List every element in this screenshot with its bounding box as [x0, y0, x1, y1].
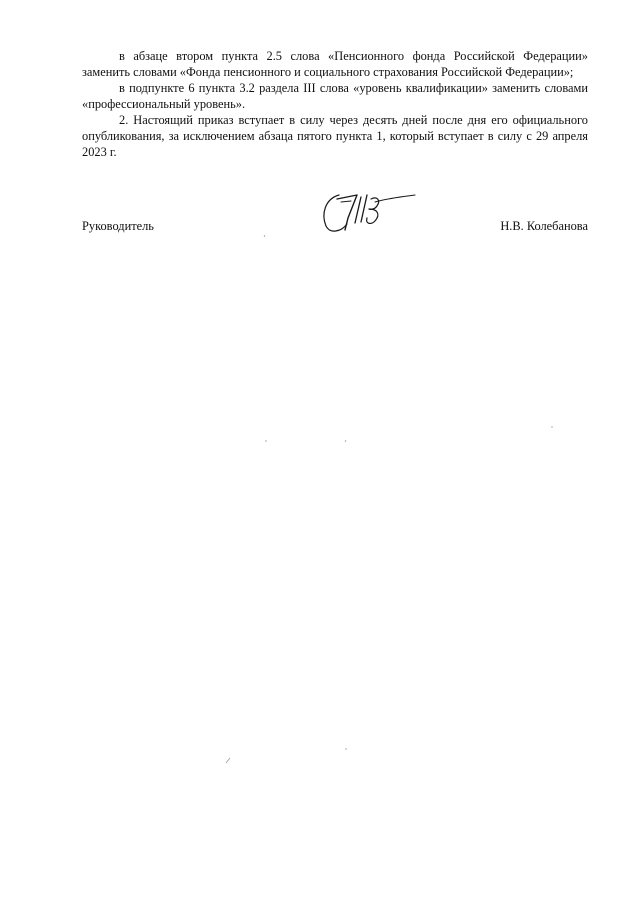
signer-title: Руководитель — [82, 219, 154, 233]
signature-block — [82, 190, 588, 240]
handwritten-signature — [317, 190, 427, 235]
signer-name: Н.В. Колебанова — [500, 219, 588, 233]
document-body — [82, 48, 588, 160]
paragraph-effective-date: 2. Настоящий приказ вступает в силу через десять дней после дня его официального опубликования, за исключением абзаца пятого пункта 1, который вступает в силу с 29 апреля 2023 г. — [82, 113, 588, 159]
paragraph-amendment-3-2: в подпункте 6 пункта 3.2 раздела III слова «уровень квалификации» заменить словами «профессиональный уровень». — [82, 81, 588, 111]
paragraph-amendment-2-5: в абзаце втором пункта 2.5 слова «Пенсионного фонда Российской Федерации» заменить словами «Фонда пенсионного и социального страхования Российской Федерации»; — [82, 49, 588, 79]
